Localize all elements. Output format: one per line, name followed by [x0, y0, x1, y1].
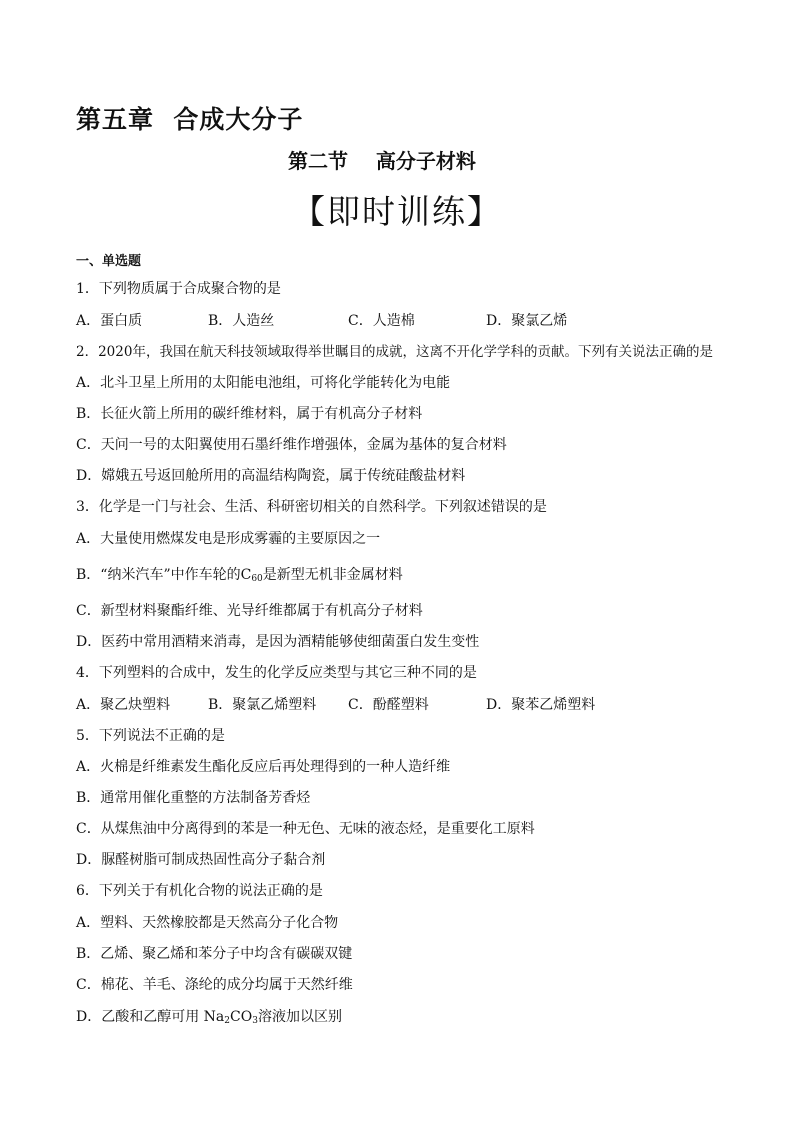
- question-5-stem: 5．下列说法不正确的是: [76, 728, 225, 744]
- question-4-option-b: B．聚氯乙烯塑料: [208, 697, 317, 713]
- section-heading: 一、单选题: [76, 254, 142, 269]
- question-3-option-a: A．大量使用燃煤发电是形成雾霾的主要原因之一: [76, 531, 381, 547]
- question-6-option-d-prefix: D．乙酸和乙醇可用 Na: [76, 1009, 225, 1025]
- question-5-option-a: A．火棉是纤维素发生酯化反应后再处理得到的一种人造纤维: [76, 759, 451, 775]
- question-4-option-a: A．聚乙炔塑料: [76, 697, 171, 713]
- question-3-option-c: C．新型材料聚酯纤维、光导纤维都属于有机高分子材料: [76, 603, 423, 619]
- question-4-option-c: C．酚醛塑料: [348, 697, 429, 713]
- question-3-option-d: D．医药中常用酒精来消毒，是因为酒精能够使细菌蛋白发生变性: [76, 634, 480, 650]
- question-6-stem: 6．下列关于有机化合物的说法正确的是: [76, 883, 323, 899]
- question-6-option-d-suffix: 溶液加以区别: [257, 1009, 342, 1025]
- question-2-option-a: A．北斗卫星上所用的太阳能电池组，可将化学能转化为电能: [76, 375, 451, 391]
- question-2-option-c: C．天问一号的太阳翼使用石墨纤维作增强体，金属为基体的复合材料: [76, 437, 507, 453]
- question-1-option-a: A．蛋白质: [76, 313, 143, 329]
- question-5-option-b: B．通常用催化重整的方法制备芳香烃: [76, 790, 311, 806]
- question-6-option-a: A．塑料、天然橡胶都是天然高分子化合物: [76, 915, 339, 931]
- question-4-stem: 4．下列塑料的合成中，发生的化学反应类型与其它三种不同的是: [76, 665, 477, 681]
- question-1-option-b: B．人造丝: [208, 313, 275, 329]
- question-6-option-b: B．乙烯、聚乙烯和苯分子中均含有碳碳双键: [76, 946, 353, 962]
- question-5-option-d: D．脲醛树脂可制成热固性高分子黏合剂: [76, 852, 326, 868]
- question-5-option-c: C．从煤焦油中分离得到的苯是一种无色、无味的液态烃，是重要化工原料: [76, 821, 535, 837]
- exercise-banner: 【即时训练】: [292, 192, 502, 231]
- question-3-option-b: [76, 566, 403, 584]
- section-title: 第二节 高分子材料: [288, 149, 476, 173]
- question-3-stem: 3．化学是一门与社会、生活、科研密切相关的自然科学。下列叙述错误的是: [76, 499, 547, 515]
- question-2-stem: 2．2020年，我国在航天科技领域取得举世瞩目的成就，这离不开化学学科的贡献。下列有关说法正确的是: [76, 344, 713, 360]
- question-4-option-d: D．聚苯乙烯塑料: [486, 697, 596, 713]
- c60-formula: $C_{60}$: [240, 567, 263, 584]
- question-3-option-b-prefix: B．“纳米汽车”中作车轮的: [76, 567, 241, 583]
- question-2-option-d: D．嫦娥五号返回舱所用的高温结构陶瓷，属于传统硅酸盐材料: [76, 468, 466, 484]
- question-1-option-d: D．聚氯乙烯: [486, 313, 568, 329]
- question-3-option-b-suffix: 是新型无机非金属材料: [262, 567, 403, 583]
- question-6-option-c: C．棉花、羊毛、涤纶的成分均属于天然纤维: [76, 977, 353, 993]
- question-1-stem: 1．下列物质属于合成聚合物的是: [76, 281, 281, 297]
- question-1-option-c: C．人造棉: [348, 313, 415, 329]
- question-2-option-b: B．长征火箭上所用的碳纤维材料，属于有机高分子材料: [76, 406, 423, 422]
- question-6-option-d: D．乙酸和乙醇可用 $Na_2CO_3$溶液加以区别: [76, 1009, 342, 1026]
- chapter-title: 第五章 合成大分子: [76, 105, 304, 134]
